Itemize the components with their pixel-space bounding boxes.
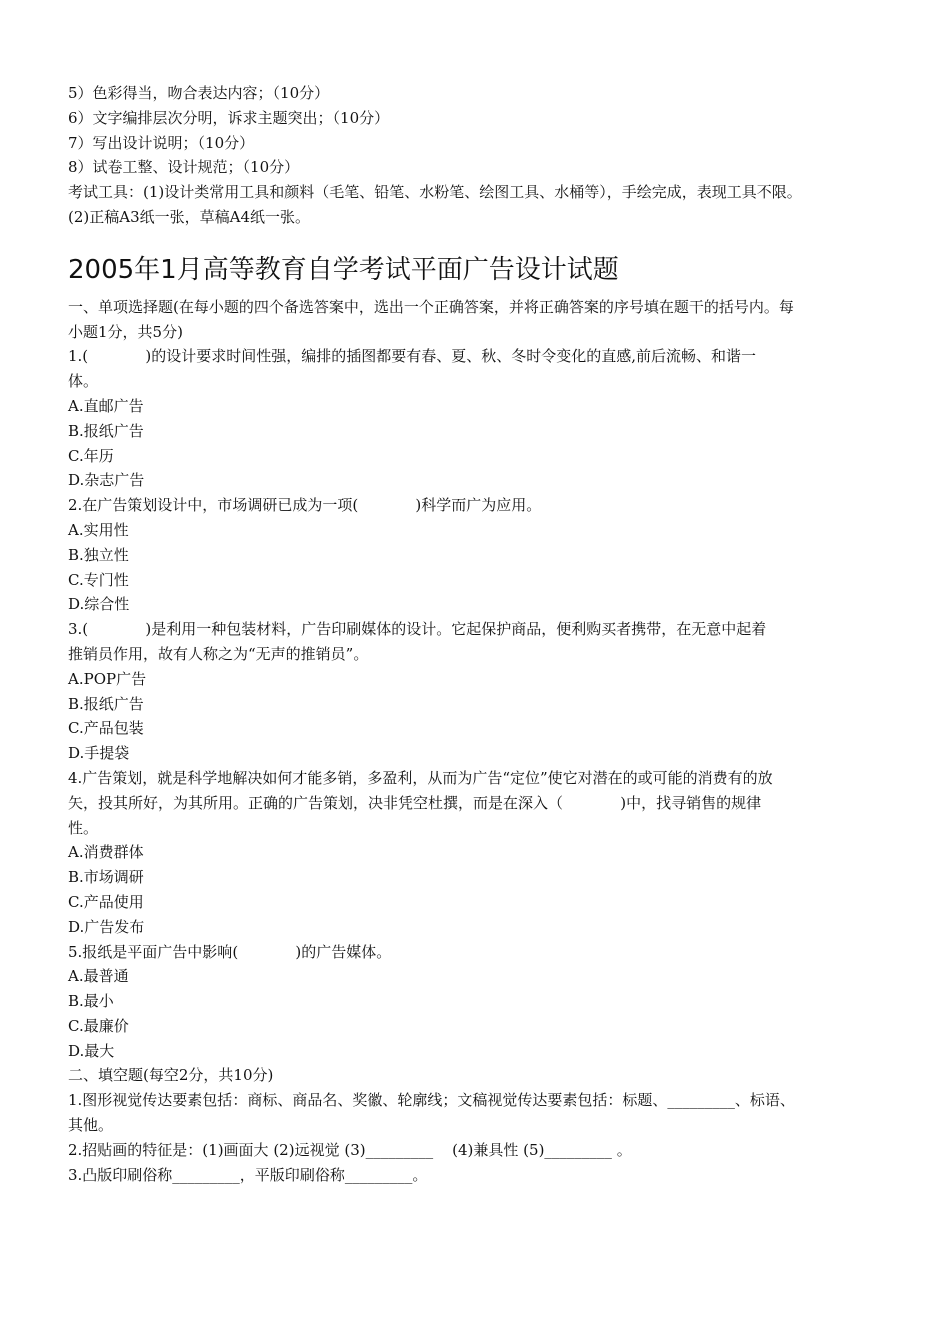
- question-line: 3.凸版印刷俗称_________，平版印刷俗称_________。: [68, 1165, 428, 1184]
- question-line: 5.报纸是平面广告中影响( )的广告媒体。: [68, 942, 392, 961]
- text-line: 6）文字编排层次分明，诉求主题突出；（10分）: [68, 108, 390, 127]
- option-line: D.杂志广告: [68, 471, 145, 490]
- option-line: B.最小: [68, 992, 114, 1011]
- question-line: 推销员作用，故有人称之为“无声的推销员”。: [68, 644, 369, 663]
- option-line: A.最普通: [68, 967, 129, 986]
- option-line: D.综合性: [68, 595, 130, 614]
- question-line: 4.广告策划，就是科学地解决如何才能多销，多盈利，从而为广告“定位”使它对潜在的或可能的消费有的放: [68, 768, 773, 787]
- question-line: 其他。: [68, 1116, 114, 1135]
- question-line: 2.在广告策划设计中，市场调研已成为一项( )科学而广为应用。: [68, 496, 542, 515]
- option-line: D.最大: [68, 1041, 115, 1060]
- option-line: B.市场调研: [68, 868, 144, 887]
- page-title: 2005年1月高等教育自学考试平面广告设计试题: [68, 254, 619, 285]
- option-line: A.消费群体: [68, 843, 144, 862]
- option-line: C.产品包装: [68, 719, 144, 738]
- option-line: D.广告发布: [68, 917, 145, 936]
- question-line: 2.招贴画的特征是：(1)画面大 (2)远视觉 (3)_________ (4)兼具性 (5)_________ 。: [68, 1140, 632, 1159]
- section-heading: 二、填空题(每空2分，共10分): [68, 1066, 274, 1085]
- intro-section: [68, 81, 890, 230]
- question-line: 1.图形视觉传达要素包括：商标、商品名、奖徽、轮廓线；文稿视觉传达要素包括：标题、_________、标语、: [68, 1091, 795, 1110]
- question-line: 性。: [68, 818, 99, 837]
- text-line: 考试工具：(1)设计类常用工具和颜料（毛笔、铅笔、水粉笔、绘图工具、水桶等），手绘完成，表现工具不限。: [68, 183, 802, 202]
- option-line: A.直邮广告: [68, 396, 144, 415]
- question-line: 矢，投其所好，为其所用。正确的广告策划，决非凭空杜撰，而是在深入（ )中，找寻销售的规律: [68, 793, 762, 812]
- option-line: C.专门性: [68, 570, 129, 589]
- text-line: 8）试卷工整、设计规范；（10分）: [68, 158, 300, 177]
- question-line: 1.( )的设计要求时间性强，编排的插图都要有春、夏、秋、冬时令变化的直感,前后流畅、和谐一: [68, 347, 757, 366]
- option-line: D.手提袋: [68, 744, 130, 763]
- option-line: C.产品使用: [68, 892, 144, 911]
- question-line: 体。: [68, 372, 99, 391]
- option-line: B.报纸广告: [68, 694, 144, 713]
- option-line: B.报纸广告: [68, 421, 144, 440]
- option-line: B.独立性: [68, 545, 129, 564]
- text-line: 7）写出设计说明；（10分）: [68, 133, 255, 152]
- option-line: A.POP广告: [68, 669, 147, 688]
- text-line: (2)正稿A3纸一张，草稿A4纸一张。: [68, 207, 311, 226]
- question-line: 3.( )是利用一种包装材料，广告印刷媒体的设计。它起保护商品，便利购买者携带，在无意中起着: [68, 620, 767, 639]
- document-content: [68, 81, 890, 1187]
- option-line: A.实用性: [68, 520, 129, 539]
- text-line: 5）色彩得当，吻合表达内容；（10分）: [68, 84, 330, 102]
- option-line: C.年历: [68, 446, 114, 465]
- exam-body: [68, 295, 890, 1188]
- text-line: 小题1分，共5分): [68, 322, 183, 341]
- option-line: C.最廉价: [68, 1016, 129, 1035]
- text-line: 一、单项选择题(在每小题的四个备选答案中，选出一个正确答案，并将正确答案的序号填在题干的括号内。每: [68, 297, 794, 316]
